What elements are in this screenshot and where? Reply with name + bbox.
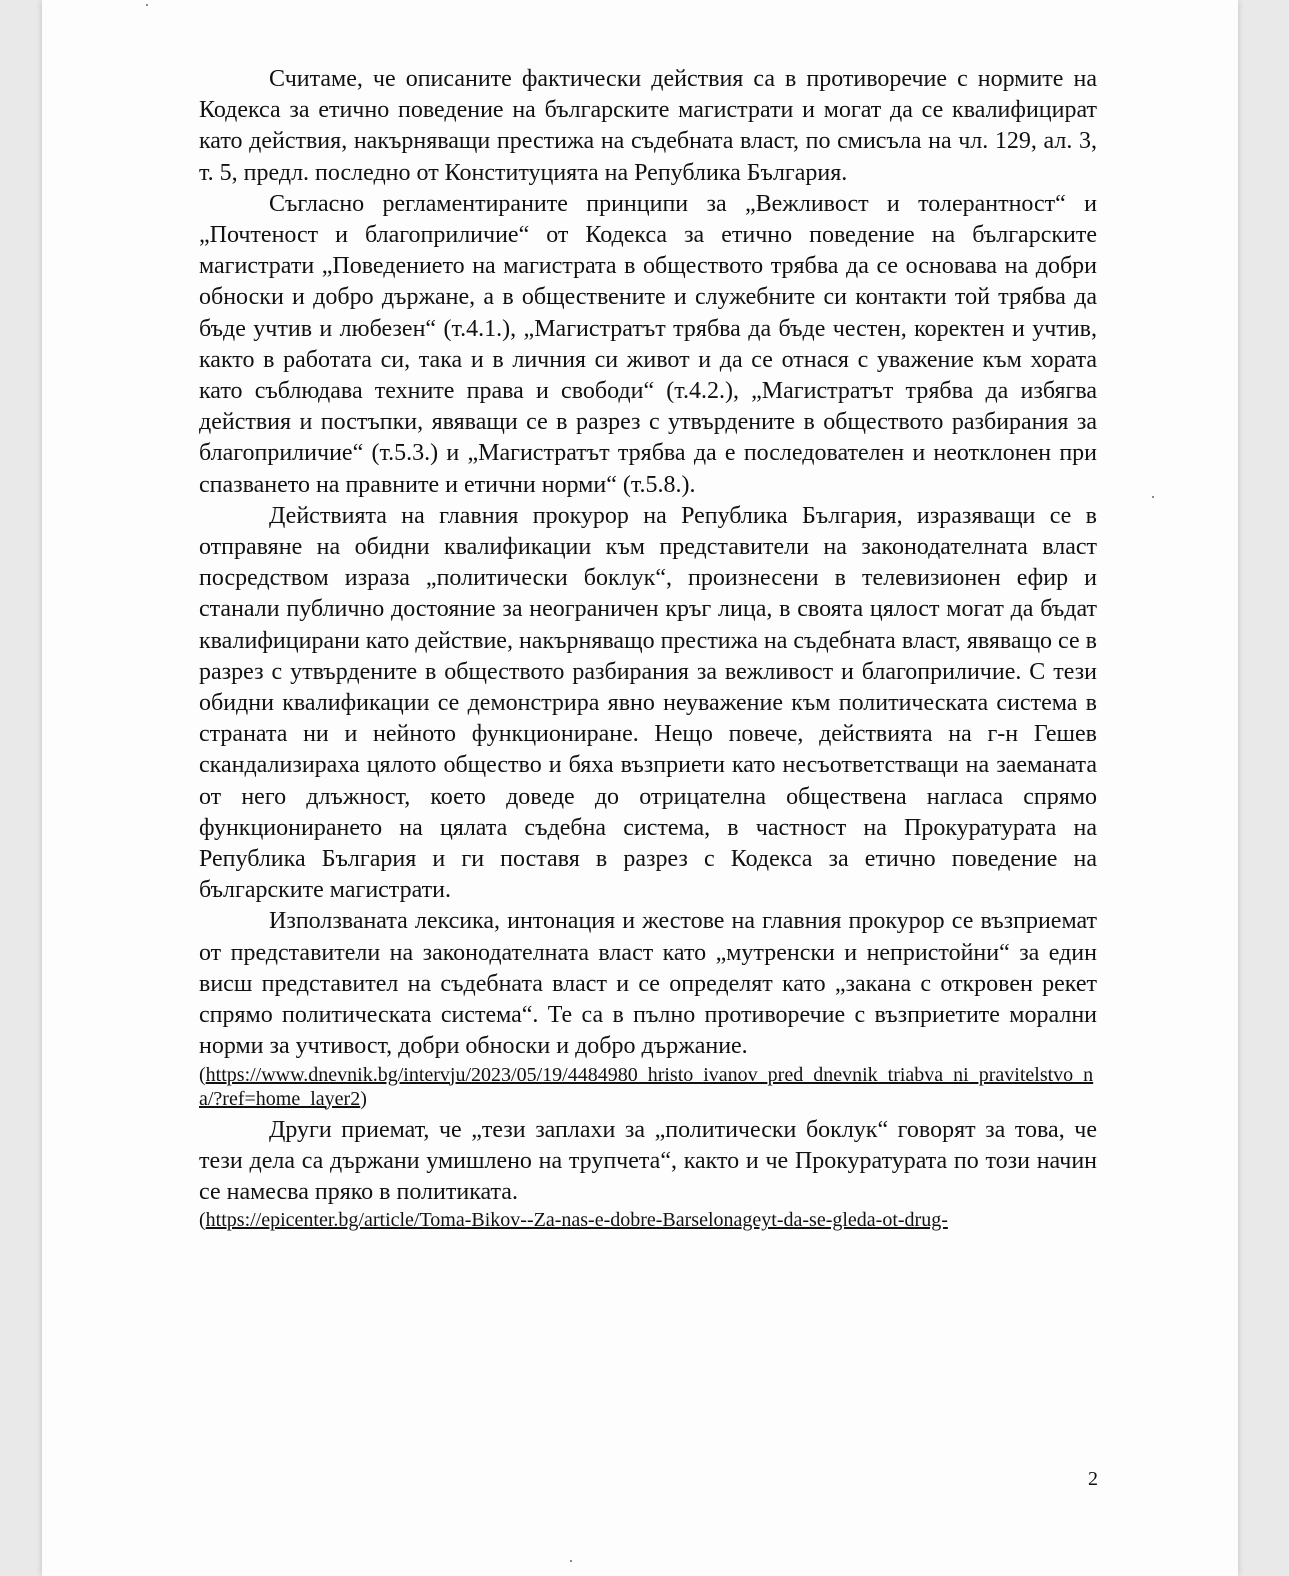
paragraph-1: Считаме, че описаните фактически действия са в противоречие с нормите на Кодекса за етично поведение на българските магистрати и могат да се квалифицират като действия, накърняващи престижа на съдебната власт, по смисъла на чл. 129, ал. 3, т. 5, предл. последно от Конституцията на Република България. <box>199 66 1097 186</box>
source-link-1 <box>199 1063 1097 1111</box>
dnevnik-link[interactable]: https://www.dnevnik.bg/intervju/2023/05/19/4484980_hristo_ivanov_pred_dnevnik_triabva_ni_pravitelstvo_na/?ref=home_layer2 <box>199 1063 1094 1110</box>
page-number: 2 <box>1088 1468 1098 1490</box>
paragraph-2: Съгласно регламентираните принципи за „Вежливост и толерантност“ и „Почтеност и благоприличие“ от Кодекса за етично поведение на българските магистрати „Поведението на магистрата в обществото трябва да се основава на добри обноски и добро държане, а в обществените и служебните си контакти той трябва да бъде учтив и любезен“ (т.4.1.), „Магистратът трябва да бъде честен, коректен и учтив, както в работата си, така и в личния си живот и да се отнася с уважение към хората като съблюдава техните права и свободи“ (т.4.2.), „Магистратът трябва да избягва действия и постъпки, явяващи се в разрез с утвърдените в обществото разбирания за благоприличие“ (т.5.3.) и „Магистратът трябва да е последователен и неотклонен при спазването на правните и етични норми“ (т.5.8.). <box>199 190 1097 498</box>
epicenter-link[interactable]: https://epicenter.bg/article/Toma-Bikov--Za-nas-e-dobre-Barselonageyt-da-se-gleda-ot-drug- <box>205 1209 948 1232</box>
link-1-open-paren: ( <box>199 1063 206 1086</box>
paragraph-4: Използваната лексика, интонация и жестове на главния прокурор се възприемат от представители на законодателната власт като „мутренски и непристойни“ за един висш представител на съдебната власт и се определят като „закана с откровен рекет спрямо политическата система“. Те са в пълно противоречие с възприетите морални норми за учтивост, добри обноски и добро държание. <box>199 908 1097 1060</box>
link-2-open-paren: ( <box>199 1209 206 1232</box>
paragraph-3: Действията на главния прокурор на Република България, изразяващи се в отправяне на обидни квалификации към представители на законодателната власт посредством израза „политически боклук“, произнесени в телевизионен ефир и станали публично достояние за неограничен кръг лица, в своята цялост могат да бъдат квалифицирани като действие, накърняващо престижа на съдебната власт, явяващо се в разрез с утвърдените в обществото разбирания за вежливост и благоприличие. С тези обидни квалификации се демонстрира явно неуважение към политическата система в страната ни и нейното функциониране. Нещо повече, действията на г-н Гешев скандализираха цялото общество и бяха възприети като несъответстващи на заеманата от него длъжност, което доведе до отрицателна обществена нагласа спрямо функционирането на цялата съдебна система, в частност на Прокуратурата на Република България и ги поставя в разрез с Кодекса за етично поведение на българските магистрати. <box>199 502 1097 904</box>
scan-artifact <box>1152 496 1154 498</box>
scan-artifact <box>570 1560 572 1562</box>
scan-artifact <box>146 4 148 6</box>
paragraph-5: Други приемат, че „тези заплахи за „политически боклук“ говорят за това, че тези дела са държани умишлено на трупчета“, както и че Прокуратурата по този начин се намесва пряко в политиката. <box>199 1116 1097 1205</box>
source-link-2 <box>199 1208 1097 1232</box>
page-content <box>199 64 1097 1232</box>
link-1-close-paren: ) <box>360 1087 367 1110</box>
document-page <box>42 0 1238 1576</box>
